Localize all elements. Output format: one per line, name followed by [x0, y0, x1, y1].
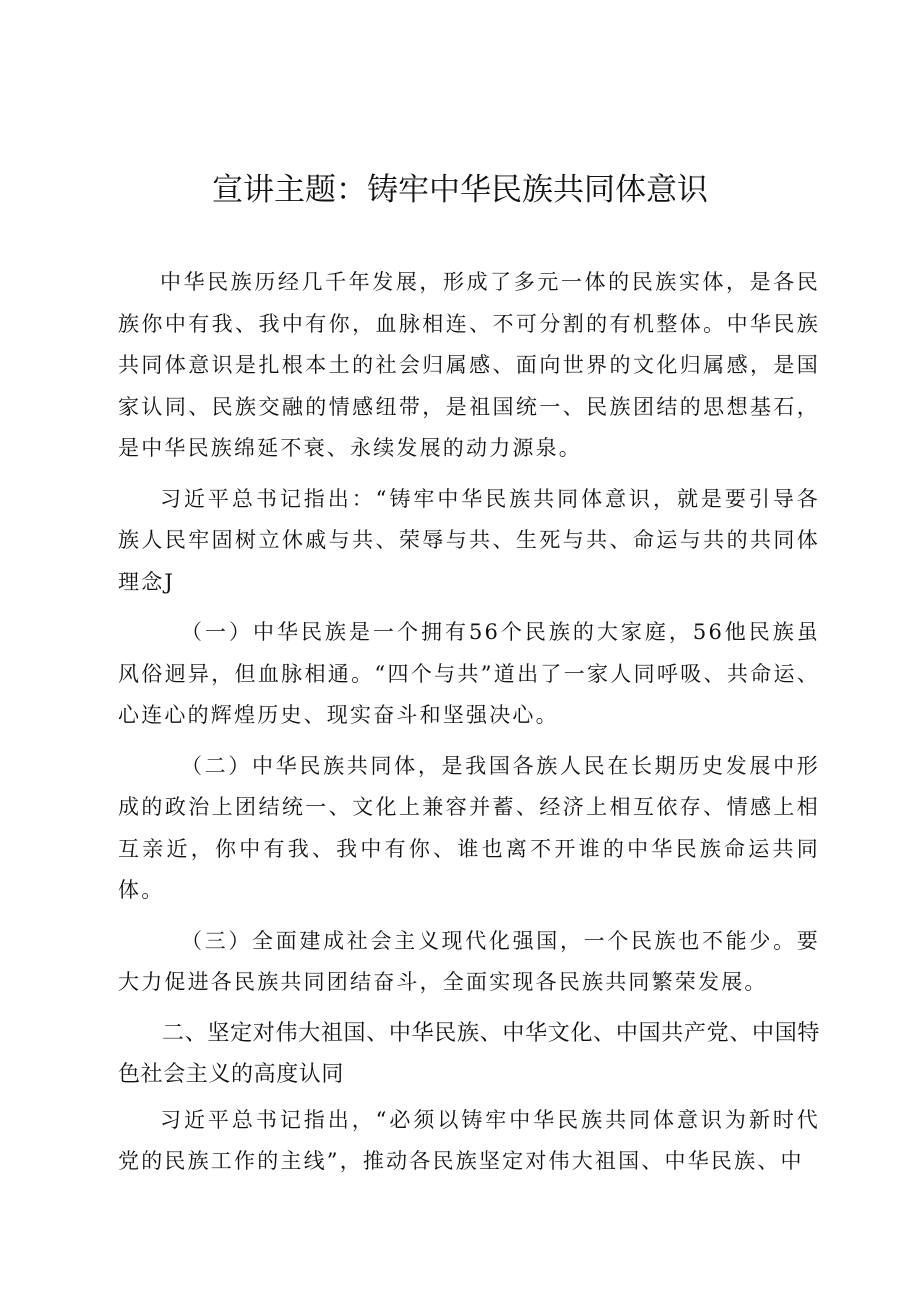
- document-body: [118, 262, 820, 1192]
- paragraph-point-two: （二）中华民族共同体，是我国各族人民在长期历史发展中形成的政治上团结统一、文化上兼容并蓄、经济上相互依存、情感上相互亲近，你中有我、我中有你、谁也离不开谁的中华民族命运共同体。: [118, 753, 820, 902]
- document-title: 宣讲主题：铸牢中华民族共同体意识: [212, 172, 708, 208]
- paragraph-point-one: （一）中华民族是一个拥有56个民族的大家庭，56他民族虽风俗迥异，但血脉相通。“四个与共”道出了一家人同呼吸、共命运、心连心的辉煌历史、现实奋斗和坚强决心。: [118, 620, 820, 727]
- paragraph-section-two-intro: 习近平总书记指出，“必须以铸牢中华民族共同体意识为新时代党的民族工作的主线”，推动各民族坚定对伟大祖国、中华民族、中: [118, 1107, 820, 1173]
- paragraph-intro: 中华民族历经几千年发展，形成了多元一体的民族实体，是各民族你中有我、我中有你，血脉相连、不可分割的有机整体。中华民族共同体意识是扎根本土的社会归属感、面向世界的文化归属感，是国家认同、民族交融的情感纽带，是祖国统一、民族团结的思想基石，是中华民族绵延不衰、永续发展的动力源泉。: [118, 270, 820, 460]
- paragraph-point-three: （三）全面建成社会主义现代化强国，一个民族也不能少。要大力促进各民族共同团结奋斗，全面实现各民族共同繁荣发展。: [118, 928, 820, 994]
- paragraph-quote: 习近平总书记指出：“铸牢中华民族共同体意识，就是要引导各族人民牢固树立休戚与共、荣辱与共、生死与共、命运与共的共同体理念J: [118, 486, 820, 594]
- section-heading-two: 二、坚定对伟大祖国、中华民族、中华文化、中国共产党、中国特色社会主义的高度认同: [118, 1020, 820, 1087]
